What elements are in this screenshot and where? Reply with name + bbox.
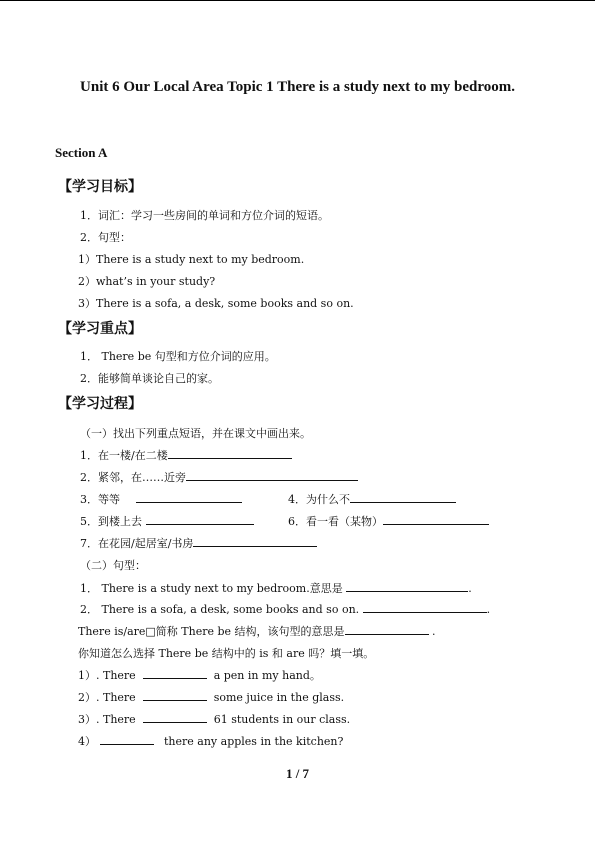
key-point-line: 2．能够简单谈论自己的家。 xyxy=(80,372,219,385)
answer-blank[interactable] xyxy=(186,469,358,481)
sentence-period: . xyxy=(486,603,491,616)
fill-suffix: there any apples in the kitchen? xyxy=(164,735,344,748)
fill-prefix: 2）. There xyxy=(78,691,136,704)
fill-suffix: some juice in the glass. xyxy=(213,691,345,704)
answer-blank[interactable] xyxy=(100,733,154,745)
page-top-border xyxy=(0,0,595,1)
fill-prefix: 3）. There xyxy=(78,713,136,726)
page-number: 1 / 7 xyxy=(285,766,310,781)
answer-blank[interactable] xyxy=(383,513,489,525)
fill-item xyxy=(78,667,321,683)
fill-prefix: 4） xyxy=(78,735,96,748)
sentence-text: 2． There is a sofa, a desk, some books and so on. xyxy=(80,603,360,616)
phrase-text: 7．在花园/起居室/书房 xyxy=(80,537,194,550)
phrase-text: 1．在一楼/在二楼 xyxy=(80,449,168,462)
answer-blank[interactable] xyxy=(346,580,468,592)
there-be-note xyxy=(78,623,436,639)
answer-blank[interactable] xyxy=(136,491,242,503)
phrase-item xyxy=(288,513,489,529)
part2-title: （二）句型： xyxy=(80,559,146,572)
phrase-text: 2．紧邻，在……近旁 xyxy=(80,471,186,484)
phrase-item xyxy=(80,491,242,507)
sentence-item xyxy=(80,580,472,596)
fill-suffix: a pen in my hand。 xyxy=(213,669,321,682)
fill-item xyxy=(78,689,344,705)
heading-process: 【学习过程】 xyxy=(58,396,142,412)
answer-blank[interactable] xyxy=(345,623,429,635)
sentence-text: 1． There is a study next to my bedroom.意思是 xyxy=(80,582,343,595)
sentence-item xyxy=(80,601,490,617)
is-are-question: 你知道怎么选择 There be 结构中的 is 和 are 吗？填一填。 xyxy=(78,647,375,660)
answer-blank[interactable] xyxy=(146,513,254,525)
fill-item xyxy=(78,711,350,727)
phrase-text: 5．到楼上去 xyxy=(80,515,142,528)
sentence-period: . xyxy=(468,582,472,595)
note-period: . xyxy=(432,625,436,638)
phrase-item xyxy=(80,513,254,529)
answer-blank[interactable] xyxy=(143,711,207,723)
fill-suffix: 61 students in our class. xyxy=(213,713,351,726)
note-text: There is/are□简称 There be 结构，该句型的意思是 xyxy=(78,625,345,638)
section-label: Section A xyxy=(55,145,108,160)
goal-line: 3）There is a sofa, a desk, some books and so on. xyxy=(78,297,354,310)
key-point-line: 1． There be 句型和方位介词的应用。 xyxy=(80,350,276,363)
phrase-item xyxy=(80,469,358,485)
answer-blank[interactable] xyxy=(193,535,317,547)
phrase-item xyxy=(80,535,317,551)
answer-blank[interactable] xyxy=(168,447,292,459)
part1-title: （一）找出下列重点短语，并在课文中画出来。 xyxy=(80,427,311,440)
phrase-item xyxy=(80,447,292,463)
answer-blank[interactable] xyxy=(143,689,207,701)
goal-line: 1．词汇：学习一些房间的单词和方位介词的短语。 xyxy=(80,209,329,222)
goal-line: 2）what’s in your study? xyxy=(78,275,216,288)
phrase-text: 6．看一看（某物） xyxy=(288,515,383,528)
goal-line: 2．句型： xyxy=(80,231,131,244)
answer-blank[interactable] xyxy=(350,491,456,503)
document-title: Unit 6 Our Local Area Topic 1 There is a study next to my bedroom. xyxy=(80,79,515,95)
heading-goals: 【学习目标】 xyxy=(58,179,142,195)
phrase-text: 3．等等 xyxy=(80,493,120,506)
heading-key-points: 【学习重点】 xyxy=(58,321,142,337)
goal-line: 1）There is a study next to my bedroom. xyxy=(78,253,305,266)
answer-blank[interactable] xyxy=(143,667,207,679)
fill-prefix: 1）. There xyxy=(78,669,136,682)
answer-blank[interactable] xyxy=(363,601,487,613)
phrase-item xyxy=(288,491,456,507)
fill-item xyxy=(78,733,343,749)
phrase-text: 4．为什么不 xyxy=(288,493,350,506)
